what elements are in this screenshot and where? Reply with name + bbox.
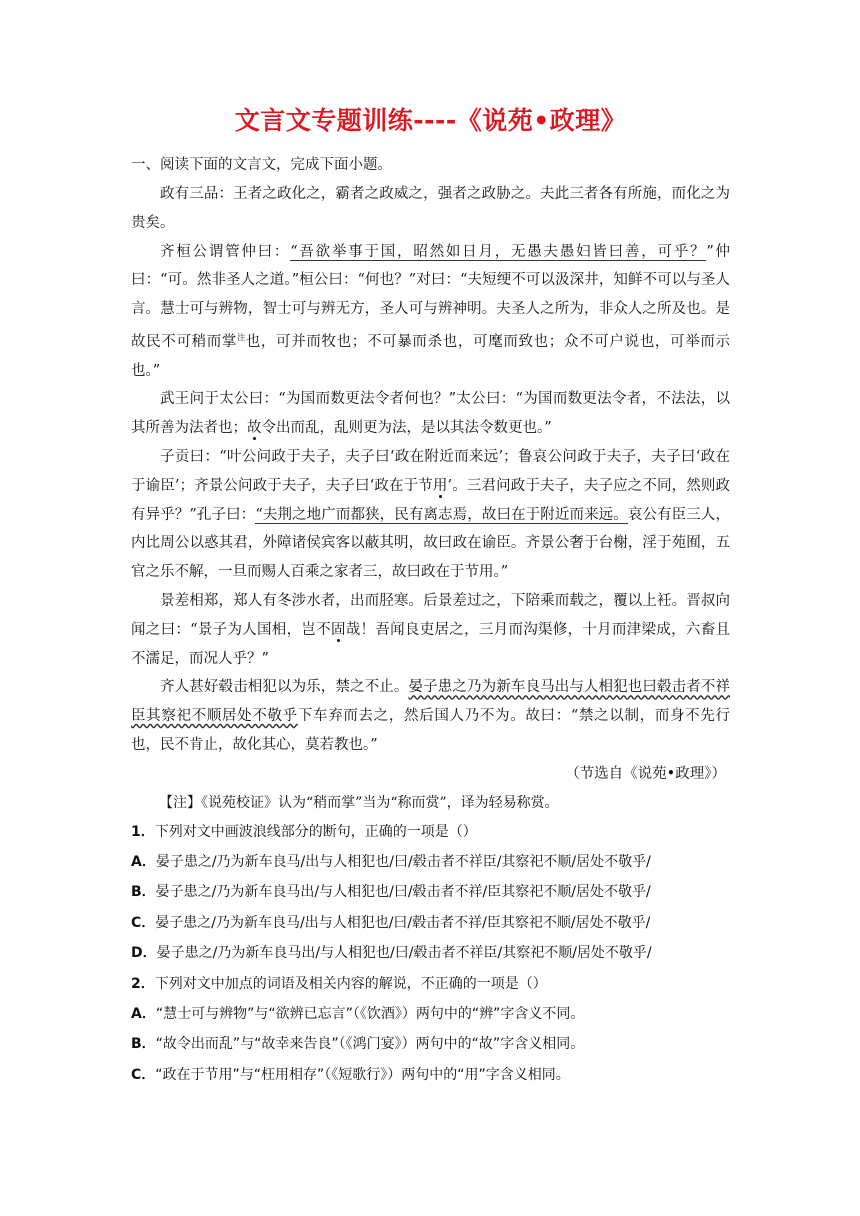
question-stem: 下列对文中加点的词语及相关内容的解说，不正确的一项是（）	[154, 975, 547, 992]
dotted-word: 用	[432, 477, 448, 494]
question-stem: 下列对文中画波浪线部分的断句，正确的一项是（）	[154, 823, 477, 840]
source-citation: （节选自《说苑•政理》）	[565, 765, 726, 782]
wavy-underlined-text: 晏子患之乃为新车良马出与人相犯也曰毂击者不祥臣其察祀不顺居处不敬乎	[131, 679, 731, 725]
option-b: B．晏子患之/乃为新车良马出/与人相犯也/曰/毂击者不祥/臣其察祀不顺/居处不敬乎/	[131, 884, 651, 901]
passage-paragraph-1: 政有三品：王者之政化之，霸者之政威之，强者之政胁之。夫此三者各有所施，而化之为贵矣。	[131, 186, 730, 231]
passage-paragraph-6: 齐人甚好毂击相犯以为乐，禁之不止。晏子患之乃为新车良马出与人相犯也曰毂击者不祥臣其察祀不顺居处不敬乎下车弃而去之，然后国人乃不为。故曰：“禁之以制，而身不先行也，民不肯止，故化其心，莫若教也。”	[131, 679, 731, 753]
question-2	[131, 969, 730, 1091]
option-a: A．“慧士可与辨物”与“欲辨已忘言”（《饮酒》）两句中的“辨”字含义不同。	[131, 1005, 585, 1022]
option-b: B．“故令出而乱”与“故幸来告良”（《鸿门宴》）两句中的“故”字含义相同。	[131, 1036, 585, 1053]
passage-paragraph-5: 景差相郑，郑人有冬涉水者，出而胫寒。后景差过之，下陪乘而载之，覆以上衽。晋叔向闻之曰：“景子为人国相，岂不固哉！吾闻良吏居之，三月而沟渠修，十月而津梁成，六畜且不濡足，而况人乎？”	[131, 592, 730, 667]
option-c: C．“政在于节用”与“枉用相存”（《短歌行》）两句中的“用”字含义相同。	[131, 1066, 570, 1083]
passage-paragraph-4: 子贡曰：“叶公问政于夫子，夫子曰‘政在附近而来远’；鲁哀公问政于夫子，夫子曰‘政在于谕臣’；齐景公问政于夫子，夫子曰‘政在于节用’。三君问政于夫子，夫子应之不同，然则政有异乎？”孔子曰：“夫荆之地广而都狭，民有离志焉，故曰在于附近而来远。哀公有臣三人，内比周公以惑其君，外障诸侯宾客以蔽其明，故曰政在谕臣。齐景公奢于台榭，淫于苑囿，五官之乐不解，一旦而赐人百乘之家者三，故曰政在于节用。”	[131, 449, 731, 581]
option-c: C．晏子患之/乃为新车良马/出与人相犯也/曰/毂击者不祥/臣其察祀不顺/居处不敬乎/	[131, 914, 651, 931]
dotted-word: 固	[330, 621, 346, 638]
note-marker: 注	[237, 332, 246, 342]
underlined-sentence: “吾欲举事于国，昭然如日月，无愚夫愚妇皆曰善，可乎？	[290, 243, 707, 260]
classical-passage	[131, 180, 730, 760]
annotation-note: 【注】《说苑校证》认为“稍而掌”当为“称而赏”，译为轻易称赏。	[159, 794, 559, 811]
passage-paragraph-2: 齐桓公谓管仲曰：“吾欲举事于国，昭然如日月，无愚夫愚妇皆曰善，可乎？”仲曰：“可。然非圣人之道。”桓公曰：“何也？”对曰：“夫短绠不可以汲深井，知鲜不可以与圣人言。慧士可与辨物，智士可与辨无方，圣人可与辨神明。夫圣人之所为，非众人之所及也。是故民不可稍而掌$^注$也，可并而牧也；不可暴而杀也，可麾而致也；众不可户说也，可举而示也。”	[131, 243, 731, 379]
option-d: D．晏子患之/乃为新车良马出/与人相犯也/曰/毂击者不祥臣/其察祀不顺/居处不敬乎/	[131, 945, 652, 962]
question-number: 1．	[131, 823, 155, 840]
question-number: 2．	[131, 975, 155, 992]
question-1	[131, 817, 730, 969]
passage-paragraph-3: 武王问于太公曰：“为国而数更法令者何也？”太公曰：“为国而数更法令者，不法法，以其所善为法者也；故令出而乱，乱则更为法，是以其法令数更也。”	[131, 391, 730, 437]
underlined-sentence: “夫荆之地广而都狭，民有离志焉，故曰在于附近而来远。	[255, 506, 628, 523]
section-intro: 一、阅读下面的文言文，完成下面小题。	[131, 157, 392, 173]
document-title: 文言文专题训练----《说苑•政理》	[234, 106, 627, 135]
dotted-word: 故	[247, 420, 262, 437]
option-a: A．晏子患之/乃为新车良马/出与人相犯也/曰/毂击者不祥臣/其察祀不顺/居处不敬乎/	[131, 853, 651, 870]
